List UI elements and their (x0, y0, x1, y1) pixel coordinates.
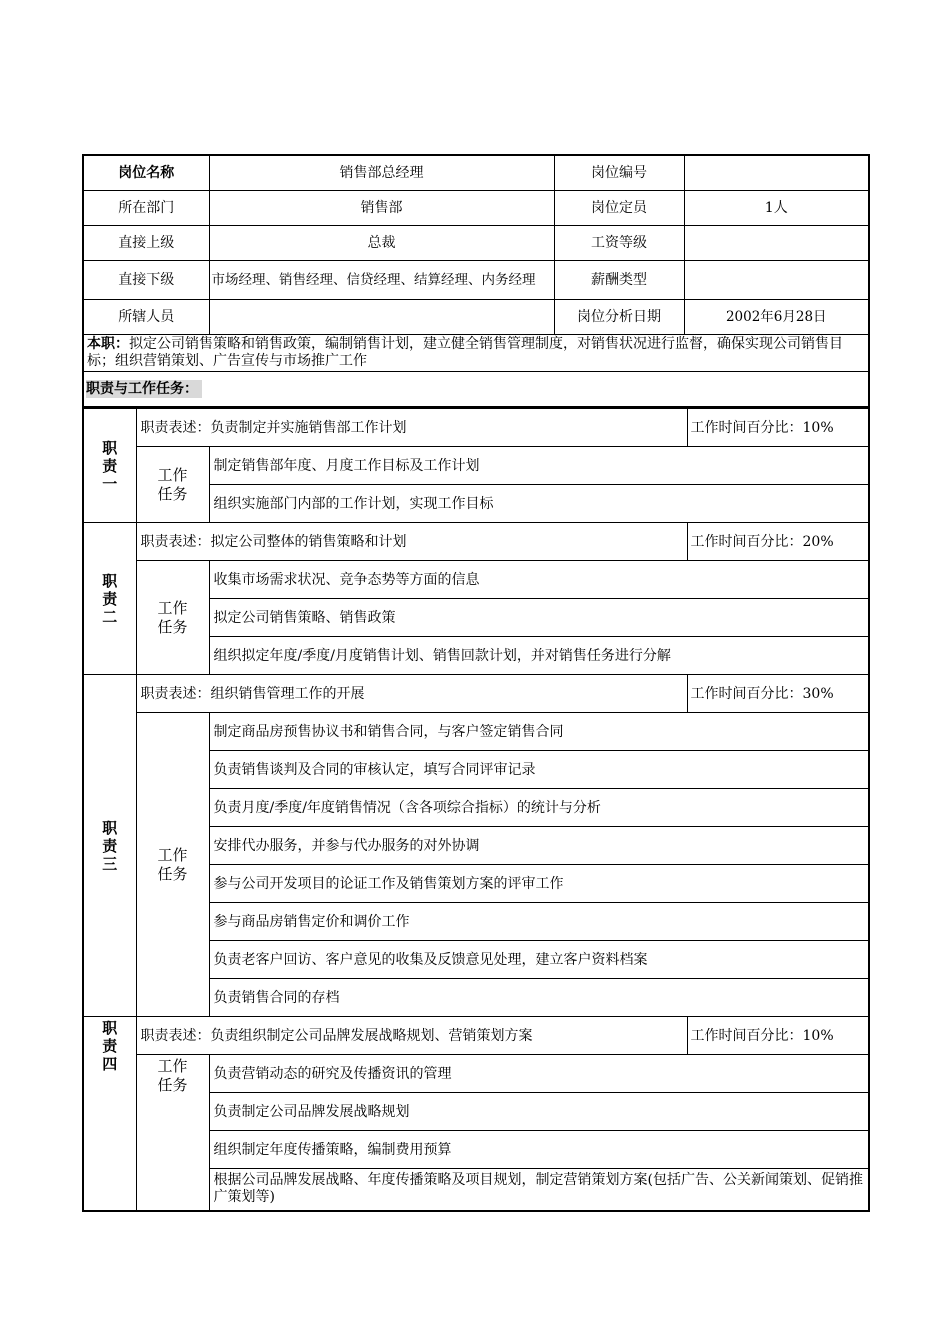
duty-statement-row (83, 675, 869, 713)
section-title: 职责与工作任务： (86, 380, 202, 398)
header-row-superior (83, 226, 869, 261)
pay-type-label: 薪酬类型 (554, 261, 684, 300)
pay-type-value (684, 261, 869, 300)
position-number-label: 岗位编号 (554, 155, 684, 191)
task-group-label (136, 713, 209, 1017)
task-row (83, 561, 869, 599)
task-group-label (136, 447, 209, 523)
duty-time-percent: 工作时间百分比：10% (687, 1017, 869, 1055)
task-text: 制定销售部年度、月度工作目标及工作计划 (209, 447, 869, 485)
position-name-label: 岗位名称 (83, 155, 209, 191)
task-row (83, 447, 869, 485)
task-text: 负责销售合同的存档 (209, 979, 869, 1017)
task-text: 收集市场需求状况、竞争态势等方面的信息 (209, 561, 869, 599)
position-number-value (684, 155, 869, 191)
headcount-value: 1人 (684, 191, 869, 226)
duty-time-percent: 工作时间百分比：20% (687, 523, 869, 561)
salary-grade-label: 工资等级 (554, 226, 684, 261)
task-text: 组织实施部门内部的工作计划，实现工作目标 (209, 485, 869, 523)
staff-label: 所辖人员 (83, 300, 209, 335)
task-text: 参与商品房销售定价和调价工作 (209, 903, 869, 941)
header-row-department (83, 191, 869, 226)
duty-label (83, 1017, 136, 1211)
duty-label (83, 675, 136, 1017)
task-text: 负责老客户回访、客户意见的收集及反馈意见处理，建立客户资料档案 (209, 941, 869, 979)
task-text: 参与公司开发项目的论证工作及销售策划方案的评审工作 (209, 865, 869, 903)
task-group-label-text: 工作任务 (157, 1057, 188, 1094)
section-title-row (83, 372, 869, 408)
duty-label-text: 职责四 (102, 1019, 118, 1073)
duty-statement-row (83, 409, 869, 447)
task-text: 负责销售谈判及合同的审核认定，填写合同评审记录 (209, 751, 869, 789)
task-group-label-text: 工作任务 (157, 598, 188, 636)
task-group-label (136, 561, 209, 675)
analysis-date-label: 岗位分析日期 (554, 300, 684, 335)
duty-statement: 职责表述：负责制定并实施销售部工作计划 (136, 409, 687, 447)
department-label: 所在部门 (83, 191, 209, 226)
superior-value: 总裁 (209, 226, 554, 261)
salary-grade-value (684, 226, 869, 261)
duty-statement: 职责表述：拟定公司整体的销售策略和计划 (136, 523, 687, 561)
summary-cell (83, 335, 869, 372)
duty-statement: 职责表述：负责组织制定公司品牌发展战略规划、营销策划方案 (136, 1017, 687, 1055)
duty-label-text: 职责一 (102, 438, 118, 493)
duty-time-percent: 工作时间百分比：30% (687, 675, 869, 713)
header-row-subordinates (83, 261, 869, 300)
duties-body (83, 409, 869, 1211)
task-text: 安排代办服务，并参与代办服务的对外协调 (209, 827, 869, 865)
task-group-label-text: 工作任务 (157, 845, 188, 883)
headcount-label: 岗位定员 (554, 191, 684, 226)
task-row (83, 713, 869, 751)
task-text: 负责营销动态的研究及传播资讯的管理 (209, 1055, 869, 1093)
task-text: 组织制定年度传播策略，编制费用预算 (209, 1131, 869, 1169)
header-row-staff (83, 300, 869, 335)
summary-row (83, 335, 869, 372)
duty-time-percent: 工作时间百分比：10% (687, 409, 869, 447)
department-value: 销售部 (209, 191, 554, 226)
subordinates-label: 直接下级 (83, 261, 209, 300)
task-group-label (136, 1055, 209, 1211)
task-row (83, 1055, 869, 1093)
summary-text: 拟定公司销售策略和销售政策，编制销售计划，建立健全销售管理制度，对销售状况进行监督，确保实现公司销售目标；组织营销策划、广告宣传与市场推广工作 (87, 336, 843, 369)
job-description-form (82, 154, 868, 1212)
duty-statement: 职责表述：组织销售管理工作的开展 (136, 675, 687, 713)
duty-label (83, 523, 136, 675)
duty-label-text: 职责二 (102, 571, 118, 626)
section-title-cell (83, 372, 869, 408)
duty-label-text: 职责三 (102, 818, 118, 873)
task-text: 负责月度/季度/年度销售情况（含各项综合指标）的统计与分析 (209, 789, 869, 827)
task-text: 组织拟定年度/季度/月度销售计划、销售回款计划，并对销售任务进行分解 (209, 637, 869, 675)
analysis-date-value: 2002年6月28日 (684, 300, 869, 335)
superior-label: 直接上级 (83, 226, 209, 261)
duty-statement-row (83, 1017, 869, 1055)
duty-label (83, 409, 136, 523)
position-name-value: 销售部总经理 (209, 155, 554, 191)
summary-label: 本职： (87, 336, 129, 352)
task-text: 负责制定公司品牌发展战略规划 (209, 1093, 869, 1131)
duties-table (82, 408, 870, 1212)
staff-value (209, 300, 554, 335)
header-table (82, 154, 870, 408)
task-text: 根据公司品牌发展战略、年度传播策略及项目规划，制定营销策划方案(包括广告、公关新闻策划、促销推广策划等) (209, 1169, 869, 1211)
task-group-label-text: 工作任务 (157, 465, 188, 503)
subordinates-value: 市场经理、销售经理、信贷经理、结算经理、内务经理 (209, 261, 554, 300)
duty-statement-row (83, 523, 869, 561)
header-row-position-name (83, 155, 869, 191)
task-text: 制定商品房预售协议书和销售合同，与客户签定销售合同 (209, 713, 869, 751)
task-text: 拟定公司销售策略、销售政策 (209, 599, 869, 637)
